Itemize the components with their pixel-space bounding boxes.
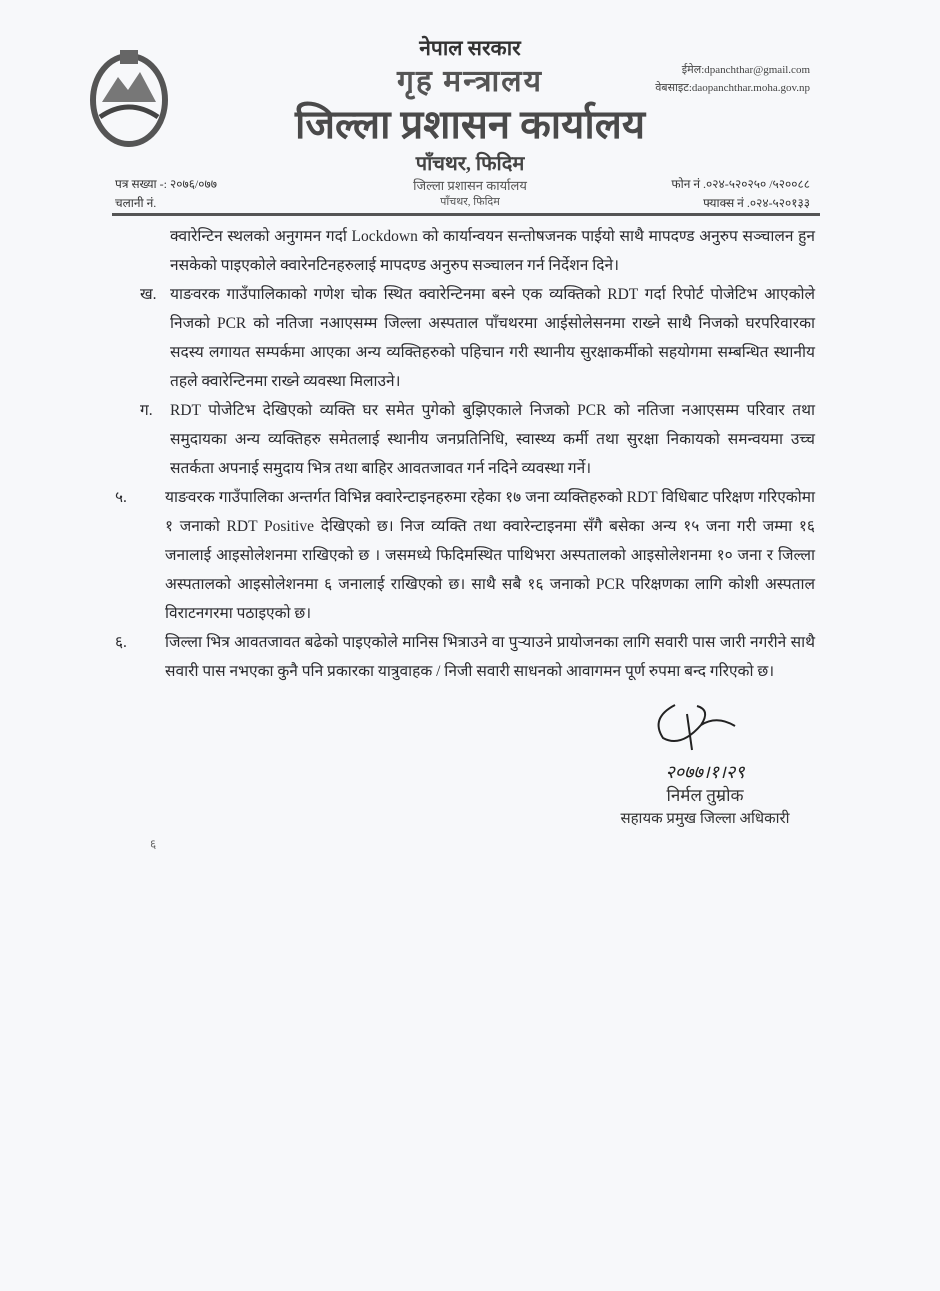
handwritten-signature	[645, 700, 765, 760]
item-marker: ग.	[140, 402, 153, 419]
letter-content	[115, 222, 815, 852]
website: वेबसाइट:daopanchthar.moha.gov.np	[655, 82, 810, 94]
office-name: जिल्ला प्रशासन कार्यालय	[294, 102, 646, 147]
signatory-title: सहायक प्रमुख जिल्ला अधिकारी	[620, 811, 790, 827]
item-text: RDT पोजेटिभ देखिएको व्यक्ति घर समेत पुगेको बुझिएकाले निजको PCR को नतिजा नआएसम्म परिवार तथा समुदायका अन्य व्यक्तिहरु समेतलाई स्थानीय जनप्रतिनिधि, स्वास्थ्य कर्मी तथा सुरक्षा निकायको समन्वयमा उच्च सतर्कता अपनाई समुदाय भित्र तथा बाहिर आवतजावत गर्न नदिने व्यवस्था गर्ने।	[170, 402, 815, 477]
ministry-name: गृह मन्त्रालय	[396, 65, 544, 98]
dispatch-number: चलानी नं.	[115, 196, 157, 210]
office-stamp-location: पाँचथर, फिदिम	[440, 196, 500, 208]
numbered-item	[115, 483, 815, 628]
page-mark: ६	[150, 837, 157, 851]
item-text: याङवरक गाउँपालिका अन्तर्गत विभिन्न क्वारेन्टाइनहरुमा रहेका १७ जना व्यक्तिहरुको RDT विधिबाट परिक्षण गरिएकोमा १ जनाको RDT Positive देखिएको छ। निज व्यक्ति तथा क्वारेन्टाइनमा सँगै बसेका अन्य १५ जना गरी जम्मा १६ जनालाई आइसोलेशनमा राखिएको छ । जसमध्ये फिदिमस्थित पाथिभरा अस्पतालको आइसोलेशनमा १० जना र जिल्ला अस्पतालको आइसोलेशनमा ६ जनालाई राखिएको छ। साथै सबै १६ जनाको PCR परिक्षणका लागि कोशी अस्पताल विराटनगरमा पठाइएको छ।	[165, 489, 815, 622]
letter-body	[115, 222, 815, 686]
nepal-emblem-logo	[88, 42, 170, 150]
item-text: याङवरक गाउँपालिकाको गणेश चोक स्थित क्वारेन्टिनमा बस्ने एक व्यक्तिको RDT गर्दा रिपोर्ट पोजेटिभ आएकोले निजको PCR को नतिजा नआएसम्म जिल्ला अस्पताल पाँचथरमा आईसोलेसनमा राख्ने साथै निजको घरपरिवारका सदस्य लगायत सम्पर्कमा आएका अन्य व्यक्तिहरुको पहिचान गरी स्थानीय सुरक्षाकर्मीको सहयोगमा सम्बन्धित स्थानीय तहले क्वारेन्टिनमा राख्ने व्यवस्था मिलाउने।	[170, 286, 815, 390]
office-stamp: जिल्ला प्रशासन कार्यालय	[413, 178, 527, 193]
item-marker: ख.	[140, 286, 157, 303]
email: ईमेल:dpanchthar@gmail.com	[681, 64, 810, 76]
letter-number: पत्र सख्या -: २०७६/०७७	[115, 177, 217, 191]
government-name: नेपाल सरकार	[419, 36, 521, 60]
header-divider	[112, 213, 820, 216]
signature-date: २०७७।१।२९	[665, 762, 745, 782]
office-location: पाँचथर, फिदिम	[415, 153, 525, 175]
continuation-paragraph: क्वारेन्टिन स्थलको अनुगमन गर्दा Lockdown को कार्यान्वयन सन्तोषजनक पाईयो साथै मापदण्ड अनुरुप सञ्चालन हुन नसकेको पाइएकोले क्वारेनटिनहरुलाई मापदण्ड अनुरुप सञ्चालन गर्न निर्देशन दिने।	[170, 228, 815, 274]
item-marker: ६.	[115, 634, 127, 651]
item-marker: ५.	[115, 489, 127, 506]
item-text: जिल्ला भित्र आवतजावत बढेको पाइएकोले मानिस भित्राउने वा पुर्‍याउने प्रायोजनका लागि सवारी पास जारी नगरीने साथै सवारी पास नभएका कुनै पनि प्रकारका यात्रुवाहक / निजी सवारी साधनको आवागमन पूर्ण रुपमा बन्द गरिएको छ।	[165, 634, 815, 680]
numbered-item	[115, 628, 815, 686]
sub-item	[115, 280, 815, 396]
sub-item	[115, 396, 815, 483]
phone-number: फोन नं .०२४-५२०२५० /५२००८८	[671, 177, 810, 191]
signatory-name: निर्मल तुम्रोक	[666, 786, 744, 805]
signature-block	[595, 700, 815, 830]
fax-number: फ्याक्स नं .०२४-५२०१३३	[703, 196, 810, 210]
